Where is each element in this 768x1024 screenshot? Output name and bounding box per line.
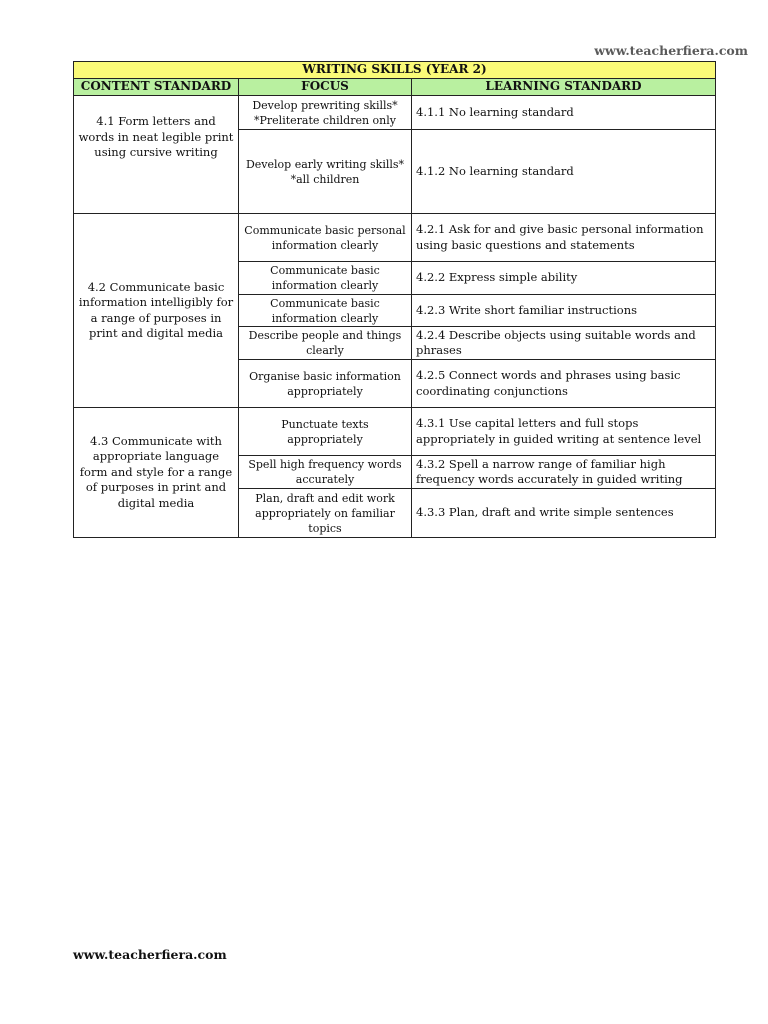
focus-cell: Organise basic information appropriately	[239, 360, 412, 408]
focus-cell: Develop prewriting skills* *Preliterate children only	[239, 96, 412, 130]
column-header-focus: FOCUS	[239, 79, 412, 96]
focus-cell: Plan, draft and edit work appropriately on familiar topics	[239, 489, 412, 538]
table-title: WRITING SKILLS (YEAR 2)	[74, 62, 716, 79]
content-standard-cell: 4.1 Form letters and words in neat legible print using cursive writing	[74, 96, 239, 214]
content-standard-cell: 4.2 Communicate basic information intelligibly for a range of purposes in print and digital media	[74, 214, 239, 408]
footer-website-link[interactable]: www.teacherfiera.com	[73, 947, 227, 962]
focus-cell: Communicate basic information clearly	[239, 262, 412, 295]
learning-standard-cell: 4.2.1 Ask for and give basic personal information using basic questions and statements	[412, 214, 716, 262]
table-row	[74, 408, 716, 456]
content-standard-cell: 4.3 Communicate with appropriate language form and style for a range of purposes in print and digital media	[74, 408, 239, 538]
focus-cell: Develop early writing skills* *all children	[239, 130, 412, 214]
learning-standard-cell: 4.1.2 No learning standard	[412, 130, 716, 214]
learning-standard-cell: 4.2.5 Connect words and phrases using basic coordinating conjunctions	[412, 360, 716, 408]
learning-standard-cell: 4.3.2 Spell a narrow range of familiar high frequency words accurately in guided writing	[412, 456, 716, 489]
learning-standard-cell: 4.2.2 Express simple ability	[412, 262, 716, 295]
column-header-content-standard: CONTENT STANDARD	[74, 79, 239, 96]
focus-cell: Spell high frequency words accurately	[239, 456, 412, 489]
table-row	[74, 96, 716, 130]
learning-standard-cell: 4.2.4 Describe objects using suitable words and phrases	[412, 327, 716, 360]
header-website-link[interactable]: www.teacherfiera.com	[594, 43, 748, 58]
column-header-learning-standard: LEARNING STANDARD	[412, 79, 716, 96]
learning-standard-cell: 4.2.3 Write short familiar instructions	[412, 295, 716, 327]
focus-cell: Describe people and things clearly	[239, 327, 412, 360]
learning-standard-cell: 4.3.3 Plan, draft and write simple sentences	[412, 489, 716, 538]
focus-cell: Communicate basic personal information clearly	[239, 214, 412, 262]
learning-standard-cell: 4.3.1 Use capital letters and full stops appropriately in guided writing at sentence level	[412, 408, 716, 456]
focus-cell: Punctuate texts appropriately	[239, 408, 412, 456]
focus-cell: Communicate basic information clearly	[239, 295, 412, 327]
writing-skills-table	[73, 61, 716, 538]
table-row	[74, 214, 716, 262]
learning-standard-cell: 4.1.1 No learning standard	[412, 96, 716, 130]
